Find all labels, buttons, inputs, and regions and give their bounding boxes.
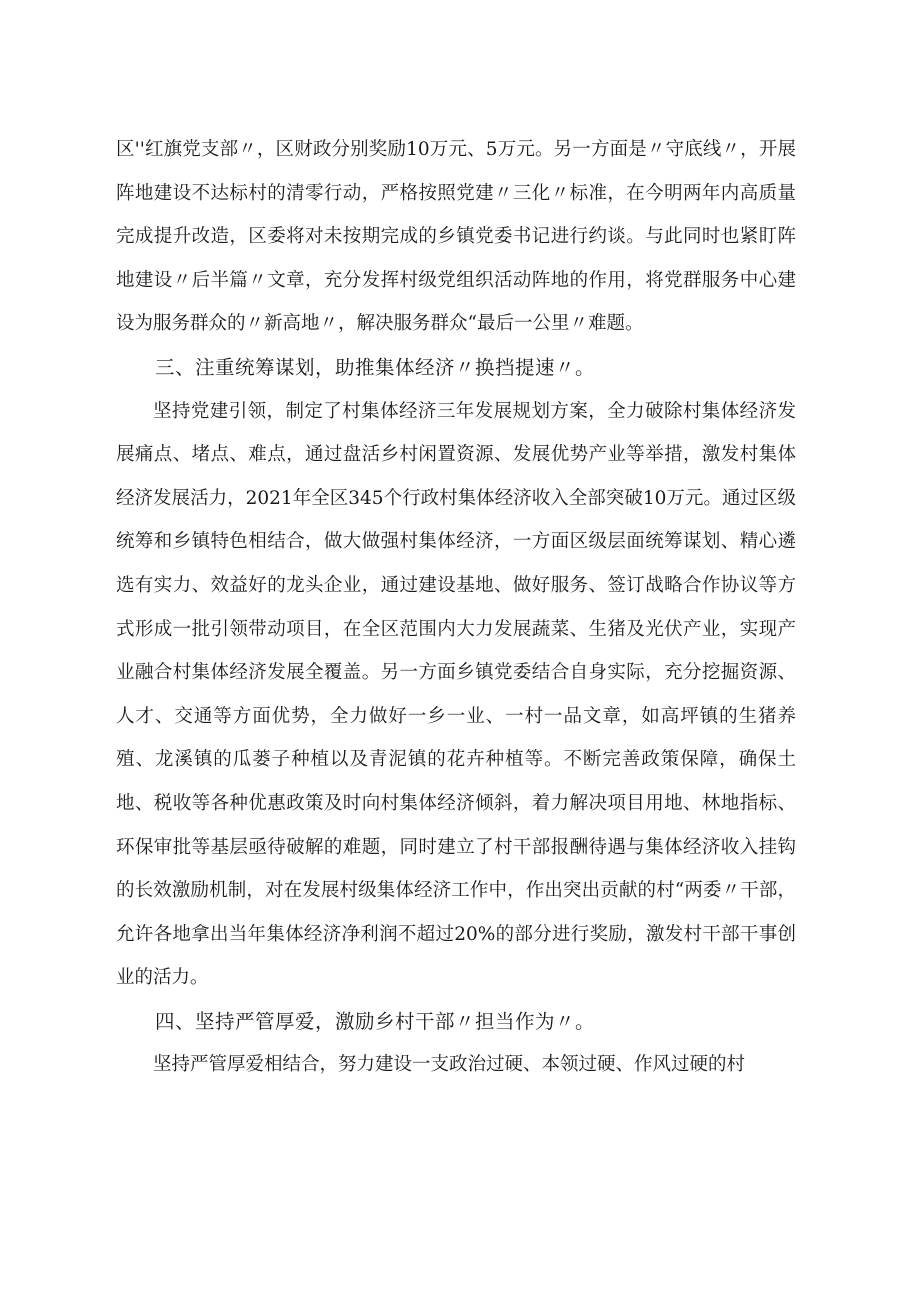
document-body [116, 128, 796, 1087]
section-heading-four: 四、坚持严管厚爱，激励乡村干部〃担当作为〃。 [155, 1009, 596, 1033]
paragraph-strict-management: 坚持严管厚爱相结合，努力建设一支政治过硬、本领过硬、作风过硬的村 [153, 1054, 746, 1076]
paragraph-district-rewards: 区''红旗党支部〃，区财政分别奖励10万元、5万元。另一方面是〃守底线〃，开展阵地建设不达标村的清零行动，严格按照党建〃三化〃标准，在今明两年内高质量完成提升改造，区委将对未按期完成的乡镇党委书记进行约谈。与此同时也紧盯阵地建设〃后半篇〃文章，充分发挥村级党组织活动阵地的作用，将党群服务中心建设为服务群众的〃新高地〃，解决服务群众“最后一公里〃难题。 [116, 139, 796, 335]
paragraph-collective-economy: 坚持党建引领，制定了村集体经济三年发展规划方案，全力破除村集体经济发展痛点、堵点、难点，通过盘活乡村闲置资源、发展优势产业等举措，激发村集体经济发展活力，2021年全区345个行政村集体经济收入全部突破10万元。通过区级统筹和乡镇特色相结合，做大做强村集体经济，一方面区级层面统筹谋划、精心遴选有实力、效益好的龙头企业，通过建设基地、做好服务、签订战略合作协议等方式形成一批引领带动项目，在全区范围内大力发展蔬菜、生猪及光伏产业，实现产业融合村集体经济发展全覆盖。另一方面乡镇党委结合自身实际，充分挖掘资源、人才、交通等方面优势，全力做好一乡一业、一村一品文章，如高坪镇的生猪养殖、龙溪镇的瓜蒌子种植以及青泥镇的花卉种植等。不断完善政策保障，确保土地、税收等各种优惠政策及时向村集体经济倾斜，着力解决项目用地、林地指标、环保审批等基层亟待破解的难题，同时建立了村干部报酬待遇与集体经济收入挂钩的长效激励机制，对在发展村级集体经济工作中，作出突出贡献的村“两委〃干部，允许各地拿出当年集体经济净利润不超过20%的部分进行奖励，激发村干部干事创业的活力。 [116, 400, 796, 989]
section-heading-three: 三、注重统筹谋划，助推集体经济〃换挡提速〃。 [155, 355, 596, 379]
